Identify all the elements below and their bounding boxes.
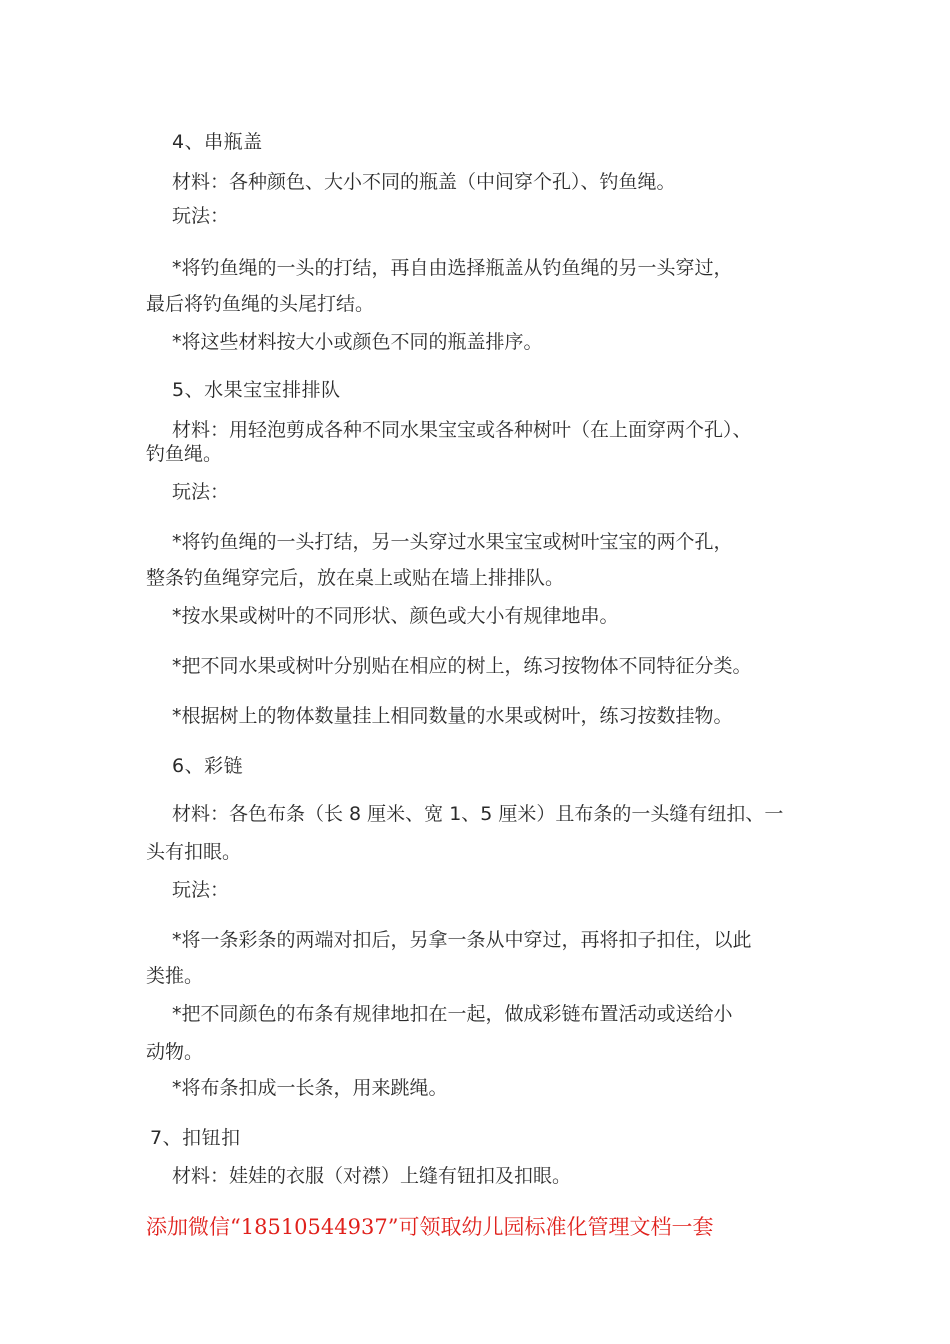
section-7-heading: 7、扣钮扣: [150, 1127, 241, 1149]
section-5-play-4: *根据树上的物体数量挂上相同数量的水果或树叶，练习按数挂物。: [172, 705, 733, 727]
section-6-play-1-line-2: 类推。: [146, 965, 204, 987]
section-5-material-line-1: 材料：用轻泡剪成各种不同水果宝宝或各种树叶（在上面穿两个孔）、: [172, 419, 752, 441]
section-6-play-label: 玩法：: [172, 879, 230, 901]
section-5-play-label: 玩法：: [172, 481, 230, 503]
section-5-heading: 5、水果宝宝排排队: [172, 379, 341, 401]
section-5-play-1-line-1: *将钓鱼绳的一头打结，另一头穿过水果宝宝或树叶宝宝的两个孔，: [172, 531, 733, 553]
section-6-play-2-line-1: *把不同颜色的布条有规律地扣在一起，做成彩链布置活动或送给小: [172, 1003, 733, 1025]
section-4-play-1-line-1: *将钓鱼绳的一头的打结，再自由选择瓶盖从钓鱼绳的另一头穿过，: [172, 257, 733, 279]
section-6-material-line-1: 材料：各色布条（长 8 厘米、宽 1、5 厘米）且布条的一头缝有纽扣、一: [172, 803, 784, 825]
section-5-play-1-line-2: 整条钓鱼绳穿完后，放在桌上或贴在墙上排排队。: [146, 567, 565, 589]
section-6-play-1-line-1: *将一条彩条的两端对扣后，另拿一条从中穿过，再将扣子扣住，以此: [172, 929, 752, 951]
section-4-play-2: *将这些材料按大小或颜色不同的瓶盖排序。: [172, 331, 543, 353]
wechat-notice: 添加微信“18510544937”可领取幼儿园标准化管理文档一套: [146, 1215, 714, 1239]
section-7-material: 材料：娃娃的衣服（对襟）上缝有钮扣及扣眼。: [172, 1165, 572, 1187]
section-6-play-2-line-2: 动物。: [146, 1041, 204, 1063]
section-6-material-line-2: 头有扣眼。: [146, 841, 242, 863]
section-4-play-1-line-2: 最后将钓鱼绳的头尾打结。: [146, 293, 375, 315]
section-6-play-3: *将布条扣成一长条，用来跳绳。: [172, 1077, 448, 1099]
section-4-heading: 4、串瓶盖: [172, 131, 263, 153]
section-4-play-label: 玩法：: [172, 205, 230, 227]
section-6-heading: 6、彩链: [172, 755, 244, 777]
section-5-play-2: *按水果或树叶的不同形状、颜色或大小有规律地串。: [172, 605, 619, 627]
section-5-play-3: *把不同水果或树叶分别贴在相应的树上，练习按物体不同特征分类。: [172, 655, 752, 677]
section-4-material: 材料：各种颜色、大小不同的瓶盖（中间穿个孔）、钓鱼绳。: [172, 171, 676, 193]
section-5-material-line-2: 钓鱼绳。: [146, 443, 223, 465]
